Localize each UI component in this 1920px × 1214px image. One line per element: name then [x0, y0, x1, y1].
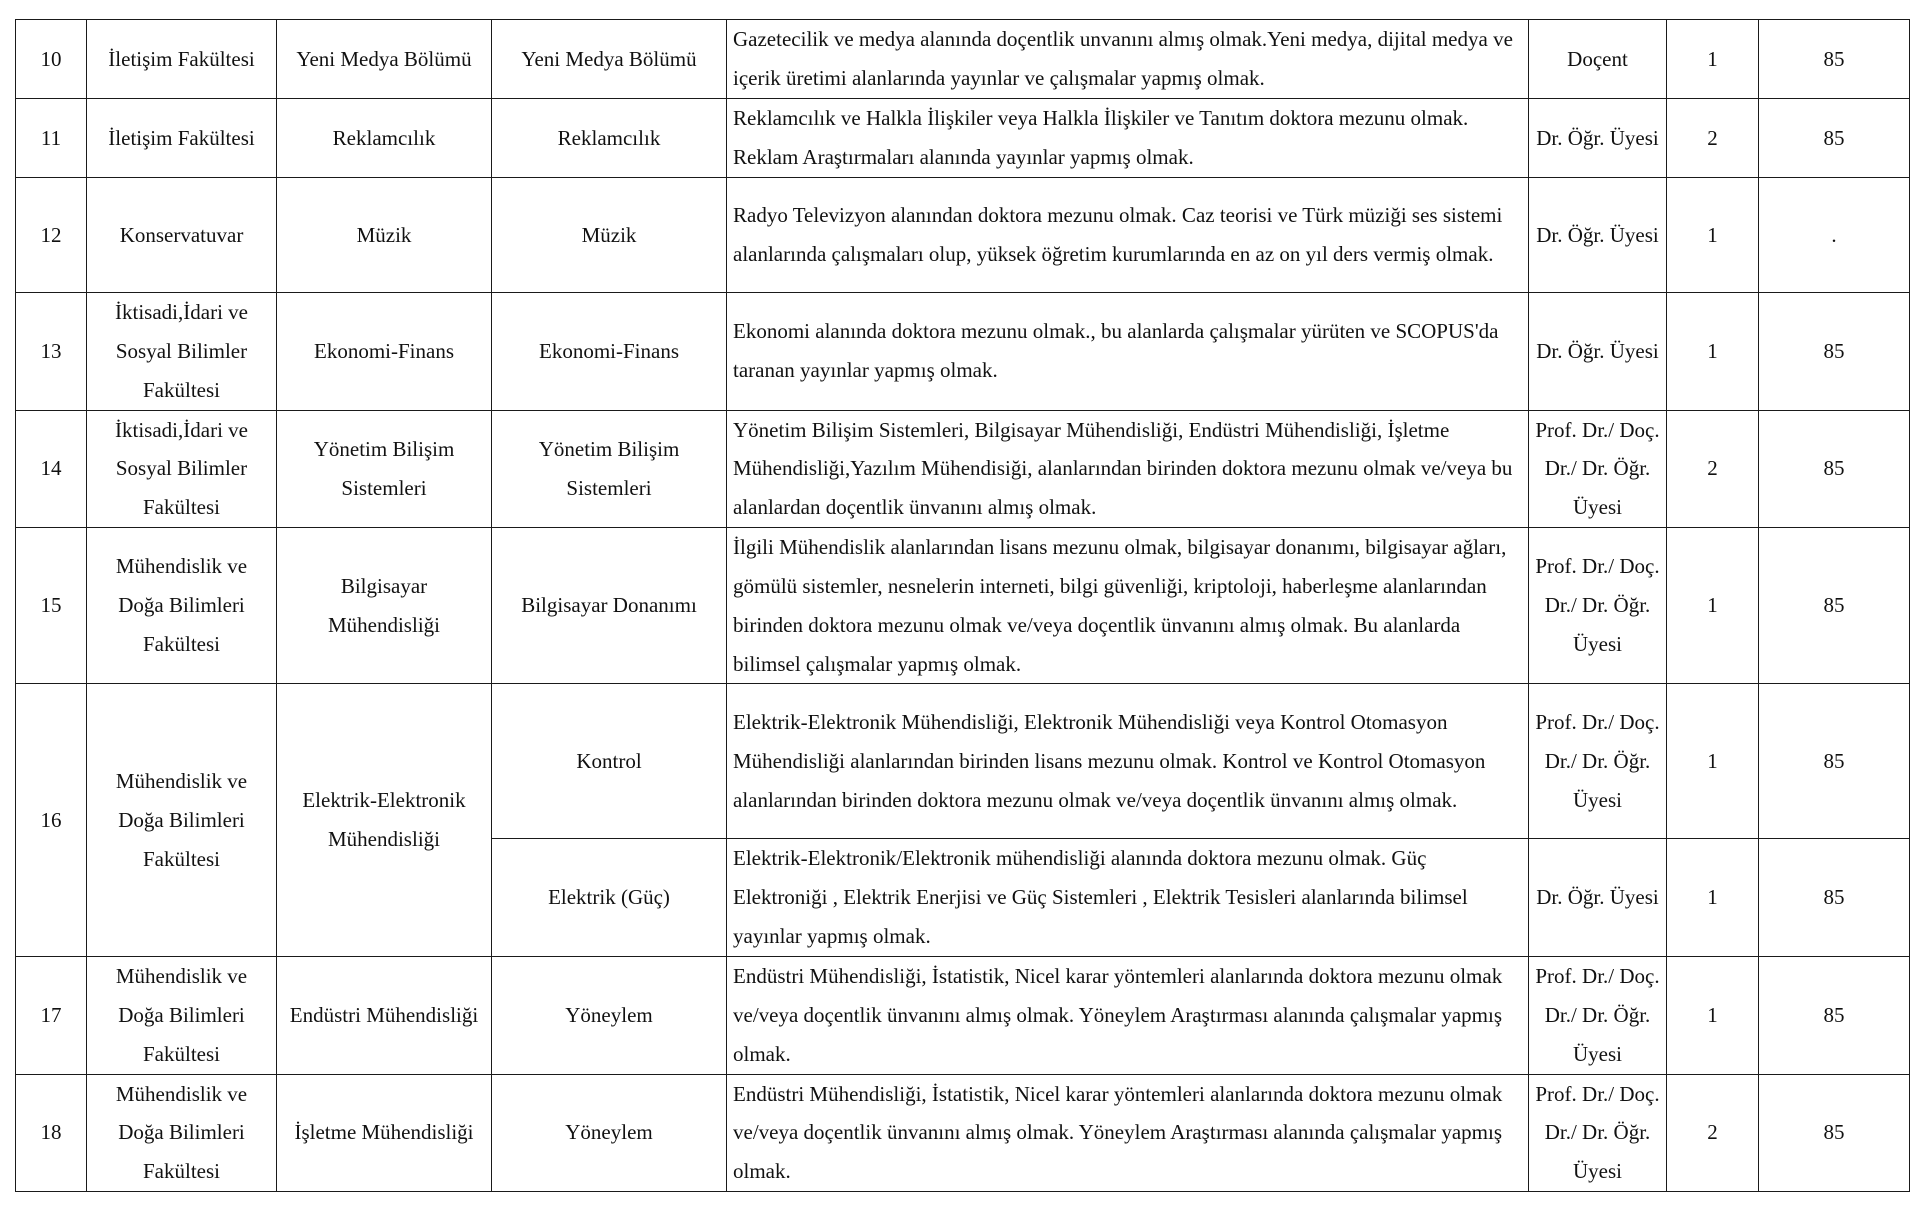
requirements-cell: Reklamcılık ve Halkla İlişkiler veya Halkla İlişkiler ve Tanıtım doktora mezunu olmak. Reklam Araştırmaları alanında yayınlar yapmış olmak.: [727, 99, 1529, 178]
position-count-cell: 1: [1667, 528, 1759, 684]
academic-title-cell: Prof. Dr./ Doç. Dr./ Dr. Öğr. Üyesi: [1529, 1074, 1667, 1192]
department-cell: Elektrik-Elektronik Mühendisliği: [277, 684, 492, 957]
table-row: [16, 99, 1910, 178]
table-row: [16, 956, 1910, 1074]
score-cell: 85: [1759, 956, 1910, 1074]
faculty-cell: Mühendislik ve Doğa Bilimleri Fakültesi: [87, 1074, 277, 1192]
position-count-cell: 1: [1667, 178, 1759, 293]
academic-title-cell: Dr. Öğr. Üyesi: [1529, 839, 1667, 957]
row-number: 17: [16, 956, 87, 1074]
discipline-cell: Müzik: [492, 178, 727, 293]
academic-title-cell: Dr. Öğr. Üyesi: [1529, 99, 1667, 178]
row-number: 11: [16, 99, 87, 178]
row-number: 15: [16, 528, 87, 684]
score-cell: 85: [1759, 99, 1910, 178]
academic-title-cell: Dr. Öğr. Üyesi: [1529, 178, 1667, 293]
discipline-cell: Kontrol: [492, 684, 727, 839]
row-number: 10: [16, 20, 87, 99]
faculty-cell: Mühendislik ve Doğa Bilimleri Fakültesi: [87, 684, 277, 957]
positions-table: [15, 19, 1910, 1192]
department-cell: İşletme Mühendisliği: [277, 1074, 492, 1192]
academic-title-cell: Doçent: [1529, 20, 1667, 99]
position-count-cell: 1: [1667, 20, 1759, 99]
academic-title-cell: Prof. Dr./ Doç. Dr./ Dr. Öğr. Üyesi: [1529, 684, 1667, 839]
faculty-cell: Mühendislik ve Doğa Bilimleri Fakültesi: [87, 956, 277, 1074]
discipline-cell: Bilgisayar Donanımı: [492, 528, 727, 684]
academic-title-cell: Prof. Dr./ Doç. Dr./ Dr. Öğr. Üyesi: [1529, 528, 1667, 684]
requirements-cell: Elektrik-Elektronik/Elektronik mühendisliği alanında doktora mezunu olmak. Güç Elektroniği , Elektrik Enerjisi ve Güç Sistemleri , Elektrik Tesisleri alanlarında bilimsel yayınlar yapmış olmak.: [727, 839, 1529, 957]
faculty-cell: İletişim Fakültesi: [87, 99, 277, 178]
score-cell: 85: [1759, 528, 1910, 684]
requirements-cell: Endüstri Mühendisliği, İstatistik, Nicel karar yöntemleri alanlarında doktora mezunu olmak ve/veya doçentlik ünvanını almış olmak. Yöneylem Araştırması alanında çalışmalar yapmış olmak.: [727, 1074, 1529, 1192]
discipline-cell: Yönetim Bilişim Sistemleri: [492, 410, 727, 528]
score-cell: 85: [1759, 839, 1910, 957]
faculty-cell: İktisadi,İdari ve Sosyal Bilimler Fakültesi: [87, 410, 277, 528]
requirements-cell: İlgili Mühendislik alanlarından lisans mezunu olmak, bilgisayar donanımı, bilgisayar ağları, gömülü sistemler, nesnelerin interneti, bilgi güvenliği, kriptoloji, haberleşme alanlarından birinden doktora mezunu olmak ve/veya doçentlik ünvanını almış olmak. Bu alanlarda bilimsel çalışmalar yapmış olmak.: [727, 528, 1529, 684]
position-count-cell: 1: [1667, 956, 1759, 1074]
department-cell: Müzik: [277, 178, 492, 293]
requirements-cell: Yönetim Bilişim Sistemleri, Bilgisayar Mühendisliği, Endüstri Mühendisliği, İşletme Mühendisliği,Yazılım Mühendisiği, alanlarından birinden doktora mezunu olmak ve/veya bu alanlardan doçentlik ünvanını almış olmak.: [727, 410, 1529, 528]
requirements-cell: Ekonomi alanında doktora mezunu olmak., bu alanlarda çalışmalar yürüten ve SCOPUS'da taranan yayınlar yapmış olmak.: [727, 293, 1529, 411]
table-row: [16, 293, 1910, 411]
table-row: [16, 1074, 1910, 1192]
table-row: [16, 178, 1910, 293]
score-cell: 85: [1759, 1074, 1910, 1192]
requirements-cell: Elektrik-Elektronik Mühendisliği, Elektronik Mühendisliği veya Kontrol Otomasyon Mühendisliği alanlarından birinden lisans mezunu olmak. Kontrol ve Kontrol Otomasyon alanlarından birinden doktora mezunu olmak ve/veya doçentlik ünvanını almış olmak.: [727, 684, 1529, 839]
row-number: 13: [16, 293, 87, 411]
academic-title-cell: Prof. Dr./ Doç. Dr./ Dr. Öğr. Üyesi: [1529, 956, 1667, 1074]
position-count-cell: 1: [1667, 839, 1759, 957]
discipline-cell: Ekonomi-Finans: [492, 293, 727, 411]
position-count-cell: 1: [1667, 293, 1759, 411]
position-count-cell: 2: [1667, 1074, 1759, 1192]
position-count-cell: 2: [1667, 410, 1759, 528]
department-cell: Reklamcılık: [277, 99, 492, 178]
requirements-cell: Gazetecilik ve medya alanında doçentlik unvanını almış olmak.Yeni medya, dijital medya ve içerik üretimi alanlarında yayınlar ve çalışmalar yapmış olmak.: [727, 20, 1529, 99]
position-count-cell: 1: [1667, 684, 1759, 839]
faculty-cell: İletişim Fakültesi: [87, 20, 277, 99]
department-cell: Yeni Medya Bölümü: [277, 20, 492, 99]
score-cell: 85: [1759, 293, 1910, 411]
score-cell: 85: [1759, 20, 1910, 99]
score-cell: 85: [1759, 410, 1910, 528]
requirements-cell: Radyo Televizyon alanından doktora mezunu olmak. Caz teorisi ve Türk müziği ses sistemi alanlarında çalışmaları olup, yüksek öğretim kurumlarında en az on yıl ders vermiş olmak.: [727, 178, 1529, 293]
discipline-cell: Elektrik (Güç): [492, 839, 727, 957]
table-row: [16, 528, 1910, 684]
requirements-cell: Endüstri Mühendisliği, İstatistik, Nicel karar yöntemleri alanlarında doktora mezunu olmak ve/veya doçentlik ünvanını almış olmak. Yöneylem Araştırması alanında çalışmalar yapmış olmak.: [727, 956, 1529, 1074]
discipline-cell: Yeni Medya Bölümü: [492, 20, 727, 99]
row-number: 16: [16, 684, 87, 957]
discipline-cell: Reklamcılık: [492, 99, 727, 178]
faculty-cell: Mühendislik ve Doğa Bilimleri Fakültesi: [87, 528, 277, 684]
discipline-cell: Yöneylem: [492, 956, 727, 1074]
table-row: [16, 410, 1910, 528]
academic-title-cell: Dr. Öğr. Üyesi: [1529, 293, 1667, 411]
faculty-cell: Konservatuvar: [87, 178, 277, 293]
score-cell: 85: [1759, 684, 1910, 839]
department-cell: Endüstri Mühendisliği: [277, 956, 492, 1074]
row-number: 12: [16, 178, 87, 293]
table-row: [16, 684, 1910, 839]
row-number: 18: [16, 1074, 87, 1192]
department-cell: Yönetim Bilişim Sistemleri: [277, 410, 492, 528]
row-number: 14: [16, 410, 87, 528]
academic-title-cell: Prof. Dr./ Doç. Dr./ Dr. Öğr. Üyesi: [1529, 410, 1667, 528]
faculty-cell: İktisadi,İdari ve Sosyal Bilimler Fakültesi: [87, 293, 277, 411]
department-cell: Ekonomi-Finans: [277, 293, 492, 411]
score-cell: .: [1759, 178, 1910, 293]
department-cell: Bilgisayar Mühendisliği: [277, 528, 492, 684]
discipline-cell: Yöneylem: [492, 1074, 727, 1192]
position-count-cell: 2: [1667, 99, 1759, 178]
table-row: [16, 20, 1910, 99]
